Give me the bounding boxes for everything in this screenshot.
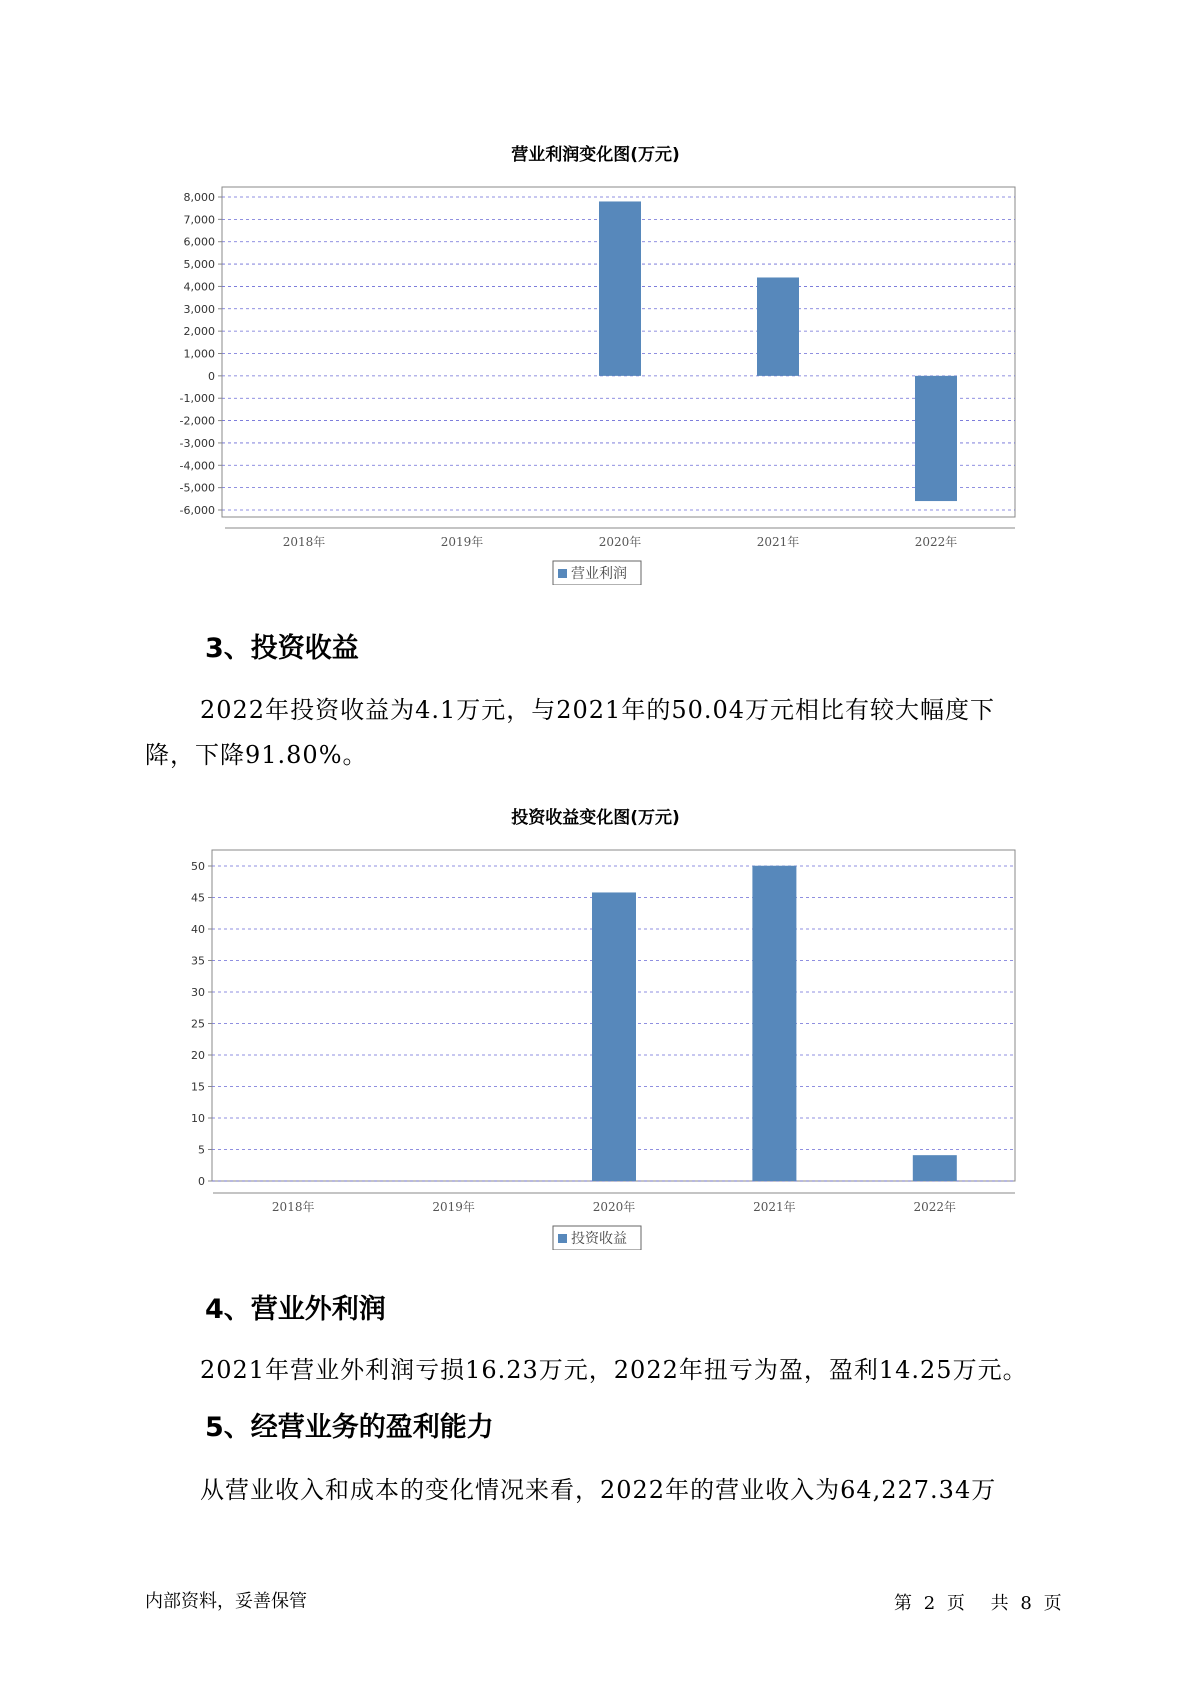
y-tick-label: 35 bbox=[191, 954, 205, 968]
y-tick-label: 15 bbox=[191, 1080, 205, 1094]
total-num: 8 bbox=[1020, 1593, 1032, 1614]
y-tick-label: 2,000 bbox=[183, 325, 215, 339]
bar bbox=[915, 376, 957, 501]
footer-confidential-note: 内部资料，妥善保管 bbox=[145, 1591, 307, 1612]
y-tick-label: 6,000 bbox=[183, 235, 215, 249]
legend-label: 营业利润 bbox=[571, 566, 627, 582]
x-tick-label: 2022年 bbox=[914, 535, 958, 549]
section-3-paragraph-line2: 降，下降91.80%。 bbox=[145, 741, 368, 769]
y-tick-label: 30 bbox=[191, 986, 205, 999]
legend-swatch bbox=[558, 1234, 567, 1243]
section-4-paragraph: 2021年营业外利润亏损16.23万元，2022年扭亏为盈，盈利14.25万元。 bbox=[200, 1356, 1028, 1384]
y-tick-label: 7,000 bbox=[183, 213, 215, 227]
page-prefix: 第 bbox=[894, 1593, 912, 1614]
x-tick-label: 2018年 bbox=[271, 1200, 315, 1214]
y-tick-label: 50 bbox=[191, 860, 205, 873]
page-num: 2 bbox=[923, 1593, 936, 1614]
y-tick-label: 25 bbox=[191, 1017, 205, 1031]
y-tick-label: -2,000 bbox=[179, 414, 215, 428]
bar bbox=[913, 1155, 957, 1181]
y-tick-label: -6,000 bbox=[179, 504, 215, 517]
page-unit: 页 bbox=[946, 1593, 965, 1614]
section-3-paragraph-line1: 2022年投资收益为4.1万元，与2021年的50.04万元相比有较大幅度下 bbox=[200, 696, 996, 724]
y-tick-label: 0 bbox=[208, 369, 215, 383]
legend bbox=[553, 561, 641, 585]
y-tick-label: 10 bbox=[191, 1112, 205, 1125]
legend-swatch bbox=[558, 569, 567, 578]
bar bbox=[592, 892, 636, 1181]
y-tick-label: 5 bbox=[198, 1143, 205, 1157]
y-tick-label: 20 bbox=[191, 1049, 205, 1062]
y-tick-label: -5,000 bbox=[179, 481, 215, 495]
section-5-paragraph: 从营业收入和成本的变化情况来看，2022年的营业收入为64,227.34万 bbox=[200, 1476, 997, 1504]
bar bbox=[599, 201, 641, 375]
y-tick-label: 40 bbox=[191, 923, 205, 936]
y-tick-label: 8,000 bbox=[183, 191, 215, 204]
investment-income-chart bbox=[0, 830, 1191, 1250]
total-unit: 页 bbox=[1043, 1593, 1062, 1614]
y-tick-label: -4,000 bbox=[179, 459, 215, 473]
legend-label: 投资收益 bbox=[571, 1231, 627, 1247]
x-tick-label: 2020年 bbox=[592, 1200, 636, 1214]
y-tick-label: 4,000 bbox=[183, 280, 215, 294]
x-tick-label: 2021年 bbox=[753, 1200, 796, 1214]
legend bbox=[553, 1226, 641, 1250]
x-tick-label: 2019年 bbox=[440, 535, 484, 549]
bar bbox=[757, 277, 799, 375]
section-3-heading: 3、投资收益 bbox=[205, 633, 359, 664]
chart2-title: 投资收益变化图(万元) bbox=[511, 808, 680, 828]
x-tick-label: 2020年 bbox=[598, 535, 642, 549]
chart1-title: 营业利润变化图(万元) bbox=[511, 145, 680, 165]
x-tick-label: 2018年 bbox=[282, 535, 326, 549]
total-prefix: 共 bbox=[990, 1593, 1009, 1614]
x-tick-label: 2022年 bbox=[913, 1200, 957, 1214]
y-tick-label: -1,000 bbox=[179, 392, 215, 406]
x-tick-label: 2021年 bbox=[756, 535, 800, 549]
y-tick-label: 45 bbox=[191, 891, 205, 905]
bar bbox=[752, 866, 796, 1181]
footer-page-number bbox=[894, 1589, 1068, 1615]
y-tick-label: 5,000 bbox=[183, 258, 215, 272]
y-tick-label: -3,000 bbox=[179, 436, 215, 450]
section-4-heading: 4、营业外利润 bbox=[205, 1294, 386, 1325]
operating-profit-chart bbox=[0, 165, 1191, 585]
y-tick-label: 1,000 bbox=[183, 347, 215, 361]
y-tick-label: 3,000 bbox=[183, 302, 215, 316]
x-tick-label: 2019年 bbox=[432, 1200, 475, 1214]
y-tick-label: 0 bbox=[198, 1175, 205, 1188]
section-5-heading: 5、经营业务的盈利能力 bbox=[205, 1412, 494, 1443]
